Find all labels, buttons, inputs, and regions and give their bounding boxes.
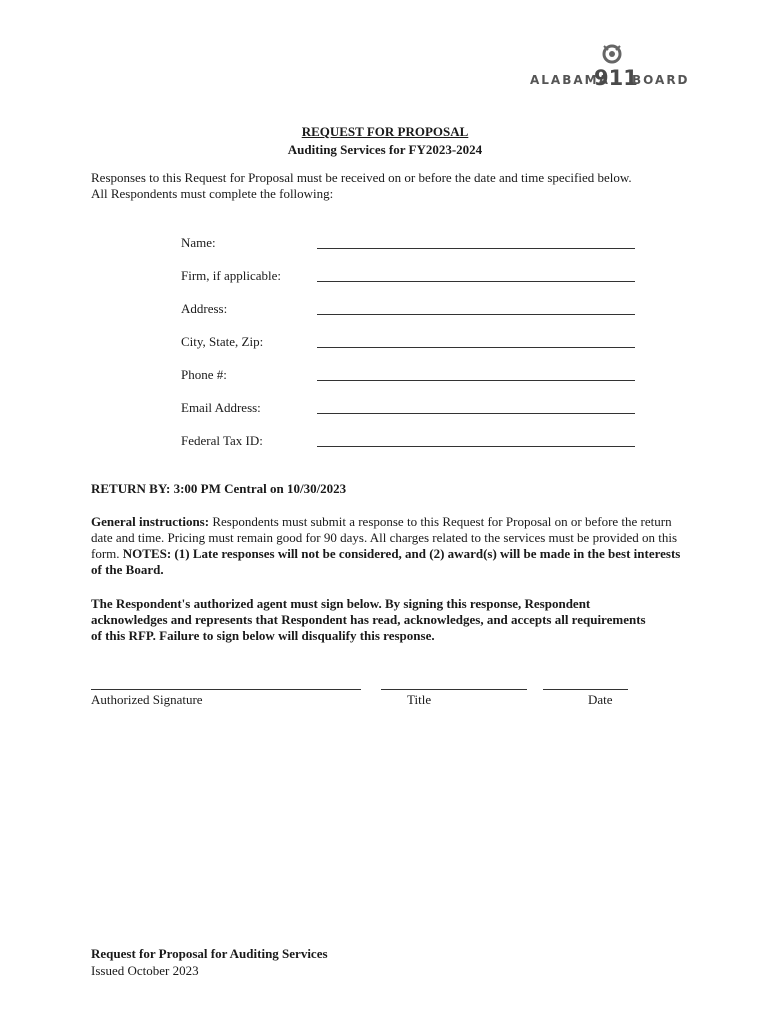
field-label: Address: — [181, 301, 228, 316]
instructions-notes: NOTES: (1) Late responses will not be considered, and (2) award(s) will be made in the best interests of the Board. — [91, 546, 681, 577]
field-label: Phone #: — [181, 367, 227, 382]
logo-alabama-text: ALABAMA — [530, 73, 610, 87]
field-label: Email Address: — [181, 400, 261, 415]
field-blank-line[interactable] — [317, 412, 635, 414]
field-label: Firm, if applicable: — [181, 268, 282, 283]
field-name[interactable] — [181, 235, 641, 255]
intro-text — [91, 170, 691, 202]
intro-line-1: Responses to this Request for Proposal must be received on or before the date and time specified below. — [91, 170, 632, 185]
date-label: Date — [588, 692, 613, 707]
signature-line[interactable] — [91, 688, 361, 690]
field-label: Federal Tax ID: — [181, 433, 263, 448]
footer-title: Request for Proposal for Auditing Services — [91, 946, 328, 961]
logo-911-text: 911 — [594, 66, 638, 90]
field-blank-line[interactable] — [317, 445, 635, 447]
field-city-state-zip[interactable] — [181, 334, 641, 354]
instructions-body: Respondents must submit a response to this Request for Proposal on or before the return date and time. Pricing must remain good for 90 days. All charges related to the services must be provided on this form. — [91, 514, 678, 561]
field-blank-line[interactable] — [317, 280, 635, 282]
general-instructions — [91, 514, 681, 578]
logo-board-text: BOARD — [632, 73, 690, 87]
page-title: REQUEST FOR PROPOSAL — [301, 124, 469, 139]
field-address[interactable] — [181, 301, 641, 321]
signature-label: Authorized Signature — [91, 692, 203, 707]
field-label: Name: — [181, 235, 216, 250]
page-subtitle: Auditing Services for FY2023-2024 — [287, 142, 483, 157]
return-by-deadline: RETURN BY: 3:00 PM Central on 10/30/2023 — [91, 481, 347, 496]
logo-swirl-icon — [598, 42, 626, 66]
field-phone[interactable] — [181, 367, 641, 387]
alabama-911-board-logo — [528, 42, 688, 98]
instructions-heading: General instructions: — [91, 514, 210, 529]
title-line[interactable] — [381, 688, 527, 690]
field-blank-line[interactable] — [317, 247, 635, 249]
field-blank-line[interactable] — [317, 313, 635, 315]
field-email[interactable] — [181, 400, 641, 420]
title-label: Title — [407, 692, 432, 707]
field-federal-tax-id[interactable] — [181, 433, 641, 453]
field-firm[interactable] — [181, 268, 641, 288]
authorization-statement: The Respondent's authorized agent must sign below. By signing this response, Respondent acknowledges and represents that Respondent has read, acknowledges, and accepts all requirements of this RFP. Failure to sign below will disqualify this response. — [91, 596, 646, 643]
intro-line-2: All Respondents must complete the following: — [91, 186, 334, 201]
field-blank-line[interactable] — [317, 346, 635, 348]
field-label: City, State, Zip: — [181, 334, 264, 349]
footer-issued: Issued October 2023 — [91, 963, 199, 978]
field-blank-line[interactable] — [317, 379, 635, 381]
date-line[interactable] — [543, 688, 628, 690]
